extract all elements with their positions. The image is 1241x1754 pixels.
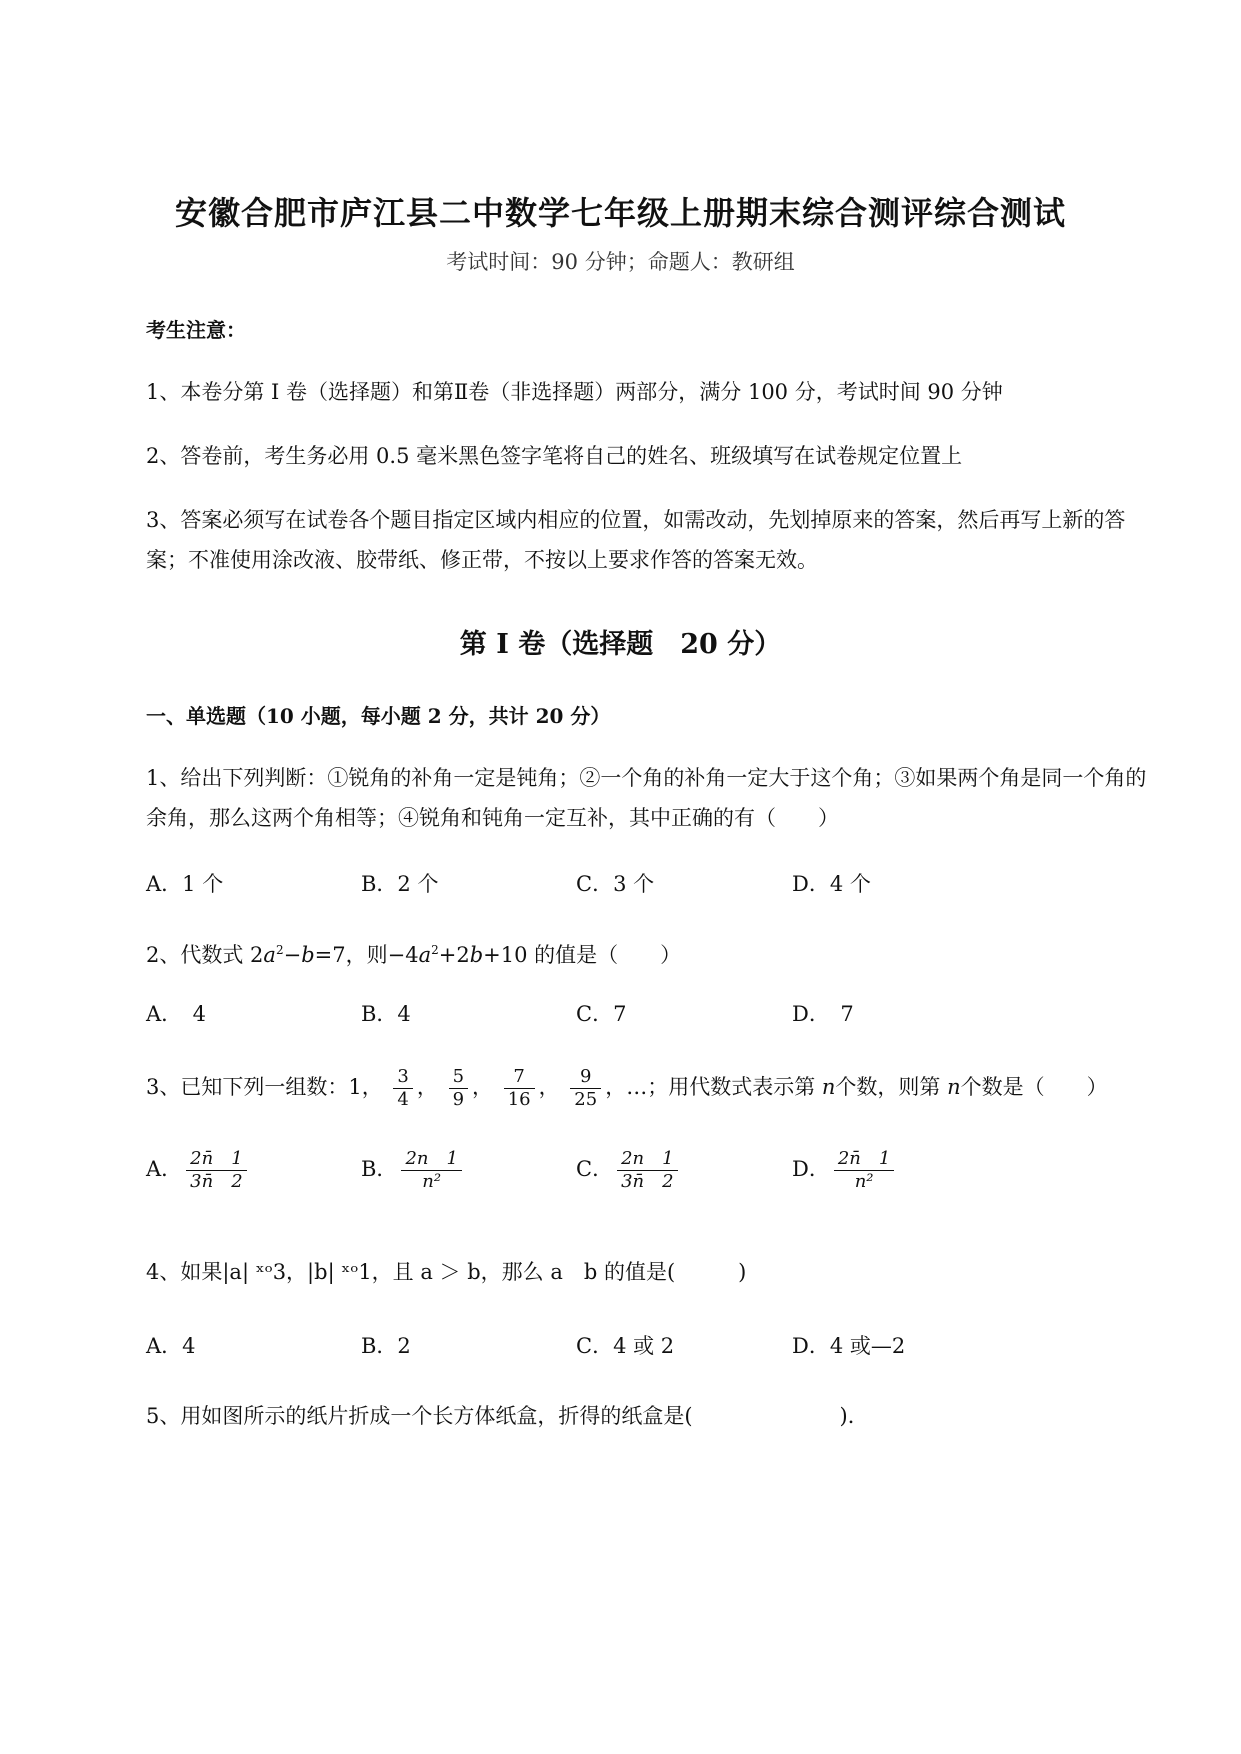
option-fraction: $\frac{2n̄ 1}{\text{n²}}$ — [834, 1148, 895, 1193]
option-b: B． $\frac{2n 1}{\text{n²}}$ — [361, 1148, 466, 1193]
option-c: C．7 — [576, 1002, 627, 1026]
notice-item-3: 3、答案必须写在试卷各个题目指定区域内相应的位置，如需改动，先划掉原来的答案，然后再写上新的答案；不准使用涂改液、胶带纸、修正带，不按以上要求作答的答案无效。 — [146, 508, 1126, 572]
option-a: A．4 — [146, 1334, 196, 1358]
part-heading: 一、单选题（10 小题，每小题 2 分，共计 20 分） — [146, 704, 611, 728]
option-fraction: $\frac{2n 1}{\text{n²}}$ — [401, 1148, 462, 1193]
option-b: B．2 个 — [361, 872, 439, 896]
question-1-options — [146, 868, 1156, 912]
sequence-fraction: $\frac{7}{16}$ — [504, 1066, 535, 1111]
question-1: 1、给出下列判断：①锐角的补角一定是钝角；②一个角的补角一定大于这个角；③如果两个角是同一个角的余角，那么这两个角相等；④锐角和钝角一定互补，其中正确的有（ ） — [146, 766, 1147, 830]
page-title: 安徽合肥市庐江县二中数学七年级上册期末综合测评综合测试 — [174, 194, 1066, 232]
notice-heading: 考生注意： — [146, 318, 246, 342]
question-5: 5、用如图所示的纸片折成一个长方体纸盒，折得的纸盒是( )． — [146, 1404, 869, 1428]
option-c: C． $\frac{2n 1}{3n̄ 2}$ — [576, 1148, 682, 1193]
question-2-options — [146, 998, 1156, 1042]
option-a: A． $\frac{2n̄ 1}{3n̄ 2}$ — [146, 1148, 251, 1193]
option-b: B．4 — [361, 1002, 411, 1026]
sequence-fraction: $\frac{9}{25}$ — [570, 1066, 601, 1111]
notice-item-2: 2、答卷前，考生务必用 0.5 毫米黑色签字笔将自己的姓名、班级填写在试卷规定位置上 — [146, 444, 963, 468]
option-c: C．4 或 2 — [576, 1334, 675, 1358]
option-d: D．4 个 — [792, 872, 871, 896]
question-3-options — [146, 1148, 1156, 1208]
question-3: 3、已知下列一组数：1， $\frac{3}{4}$ ， $\frac{5}{9}$ ， $\frac{7}{16}$ ， $\frac{9}{25}$ ，…；用代数式表示第 n个数，则第 n个数是（ ） — [146, 1066, 1108, 1110]
option-b: B．2 — [361, 1334, 411, 1358]
sequence-fraction: $\frac{5}{9}$ — [449, 1066, 468, 1111]
option-d: D．4 或—2 — [792, 1334, 906, 1358]
exam-info: 考试时间：90 分钟；命题人：教研组 — [446, 250, 795, 274]
option-fraction: $\frac{2n 1}{3n̄ 2}$ — [617, 1148, 678, 1193]
option-a: A．1 个 — [146, 872, 224, 896]
question-2: 2、代数式 $2a^2-b=7$，则$-4a^2+2b+10$ 的值是（ ） — [146, 943, 682, 967]
option-d: D． $\frac{2n̄ 1}{\text{n²}}$ — [792, 1148, 898, 1193]
question-4-options — [146, 1330, 1156, 1374]
section-title: 第 I 卷（选择题 20 分） — [459, 629, 782, 660]
option-c: C．3 个 — [576, 872, 655, 896]
option-fraction: $\frac{2n̄ 1}{3n̄ 2}$ — [186, 1148, 247, 1193]
question-4: 4、如果|a| ˣᵒ3，|b| ˣᵒ1，且 a ＞ b，那么 a b 的值是( ) — [146, 1260, 747, 1284]
notice-item-1: 1、本卷分第 I 卷（选择题）和第Ⅱ卷（非选择题）两部分，满分 100 分，考试时间 90 分钟 — [146, 380, 1003, 404]
option-d: D． 7 — [792, 1002, 854, 1026]
sequence-fraction: $\frac{3}{4}$ — [393, 1066, 412, 1111]
option-a: A． 4 — [146, 1002, 207, 1026]
